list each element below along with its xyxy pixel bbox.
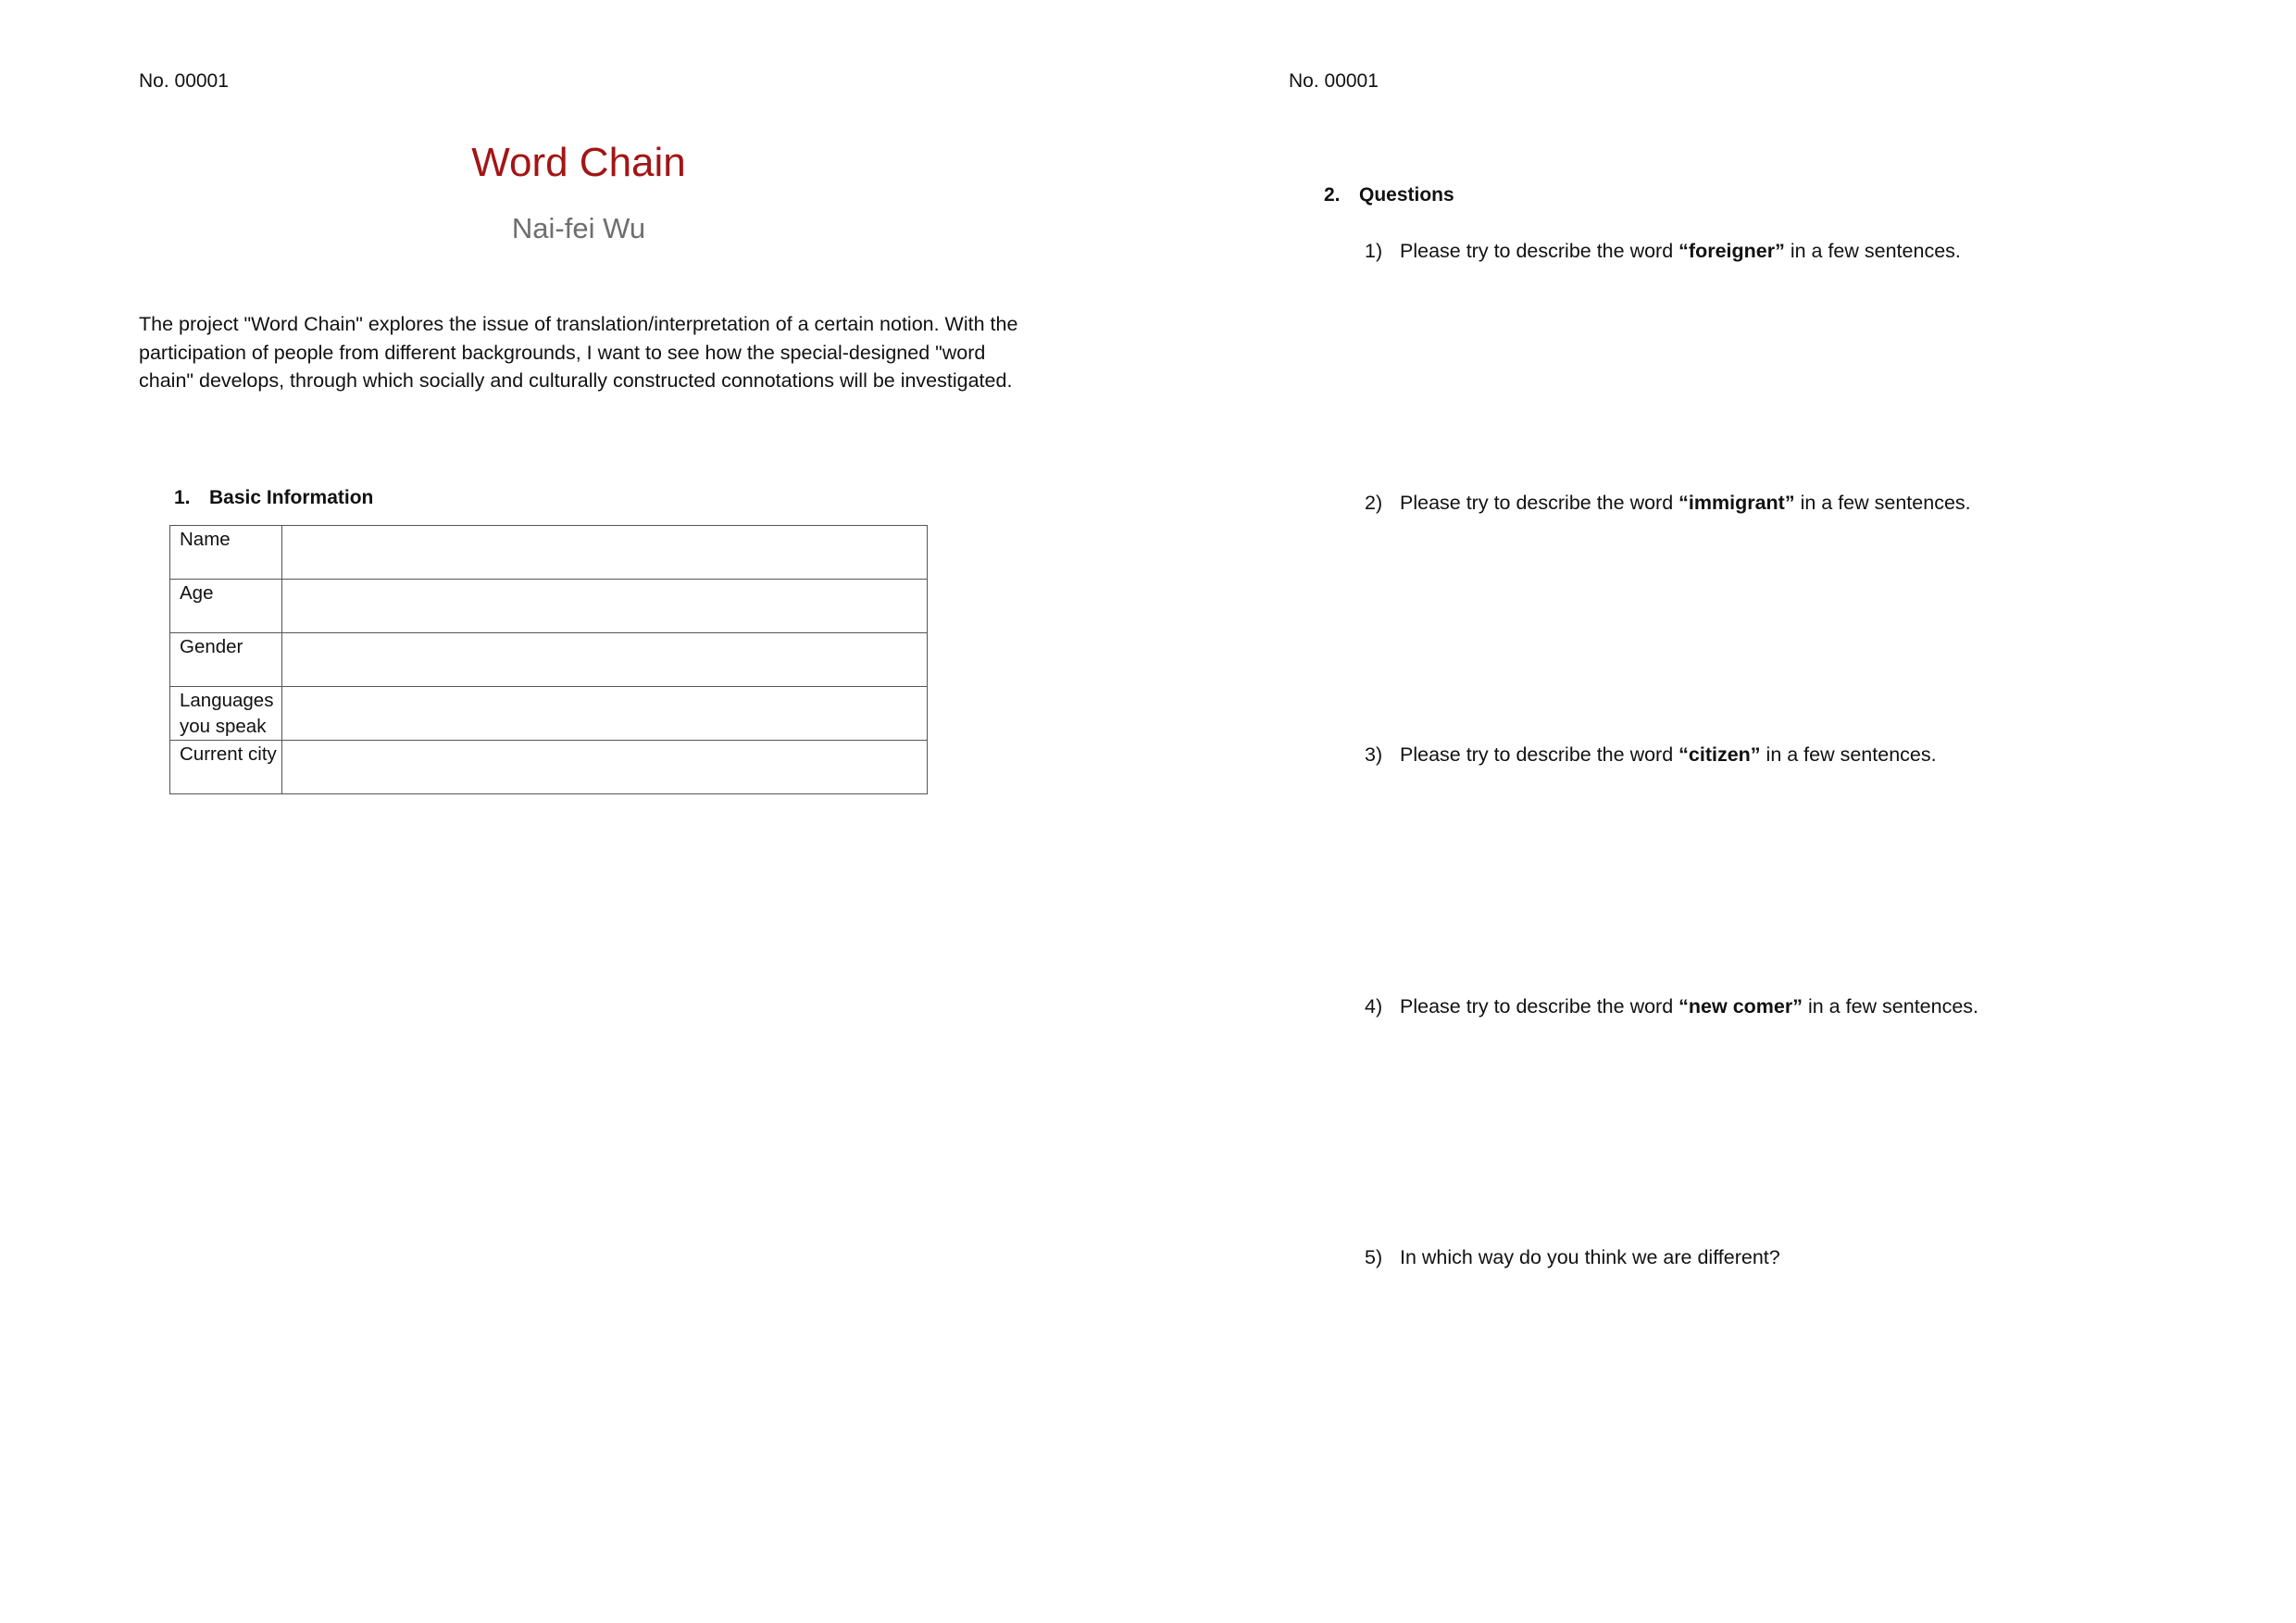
- intro-paragraph: The project "Word Chain" explores the issue of translation/interpretation of a certain notion. With the participation of people from different backgrounds, I want to see how the special-designed "word chain" develops, through which socially and culturally constructed connotations will be investigated.: [139, 313, 1018, 392]
- question-prefix: Please try to describe the word: [1400, 995, 1679, 1017]
- table-row: [170, 687, 928, 741]
- section-number: 2.: [1324, 184, 1341, 206]
- field-label-text: Gender: [180, 636, 243, 657]
- document-number: No. 00001: [1289, 70, 1379, 92]
- question-1: [1365, 242, 1961, 262]
- question-prefix: Please try to describe the word: [1400, 492, 1679, 514]
- table-row: [170, 580, 928, 633]
- field-label-gender: [170, 633, 282, 687]
- question-2: [1365, 493, 1971, 514]
- question-number: 5): [1365, 1246, 1383, 1268]
- author-name: Nai-fei Wu: [511, 212, 646, 244]
- section-title: Basic Information: [209, 487, 374, 508]
- section-number: 1.: [174, 487, 191, 508]
- question-prefix: In which way do you think we are different?: [1400, 1246, 1780, 1268]
- question-number: 1): [1365, 240, 1383, 262]
- document-title: Word Chain: [471, 140, 686, 185]
- question-suffix: in a few sentences.: [1794, 492, 1971, 514]
- field-input-gender[interactable]: [282, 633, 928, 687]
- table-row: [170, 741, 928, 794]
- field-label-text: Name: [180, 529, 231, 550]
- field-label-current-city: [170, 741, 282, 794]
- question-term: “new comer”: [1678, 995, 1803, 1017]
- question-number: 3): [1365, 743, 1383, 766]
- section-heading-questions: [1324, 185, 1454, 205]
- table-row: [170, 633, 928, 687]
- question-3: [1365, 745, 1937, 766]
- field-label-name: [170, 526, 282, 580]
- field-input-age[interactable]: [282, 580, 928, 633]
- field-label-text: Current city: [180, 743, 277, 765]
- question-prefix: Please try to describe the word: [1400, 743, 1679, 766]
- question-term: “citizen”: [1678, 743, 1761, 766]
- basic-information-table: [169, 525, 928, 794]
- field-input-current-city[interactable]: [282, 741, 928, 794]
- question-number: 2): [1365, 492, 1383, 514]
- question-5: [1365, 1248, 1780, 1268]
- question-prefix: Please try to describe the word: [1400, 240, 1679, 262]
- question-number: 4): [1365, 995, 1383, 1017]
- field-input-languages[interactable]: [282, 687, 928, 741]
- table-row: [170, 526, 928, 580]
- field-label-text: Languages you speak: [180, 690, 274, 737]
- question-suffix: in a few sentences.: [1760, 743, 1937, 766]
- question-term: “immigrant”: [1678, 492, 1795, 514]
- field-label-text: Age: [180, 582, 214, 604]
- question-suffix: in a few sentences.: [1784, 240, 1961, 262]
- document-number: No. 00001: [139, 70, 229, 92]
- question-4: [1365, 997, 1978, 1017]
- section-heading-basic-information: [174, 488, 373, 507]
- field-input-name[interactable]: [282, 526, 928, 580]
- field-label-age: [170, 580, 282, 633]
- field-label-languages: [170, 687, 282, 741]
- section-title: Questions: [1359, 184, 1454, 206]
- question-suffix: in a few sentences.: [1802, 995, 1979, 1017]
- question-term: “foreigner”: [1678, 240, 1785, 262]
